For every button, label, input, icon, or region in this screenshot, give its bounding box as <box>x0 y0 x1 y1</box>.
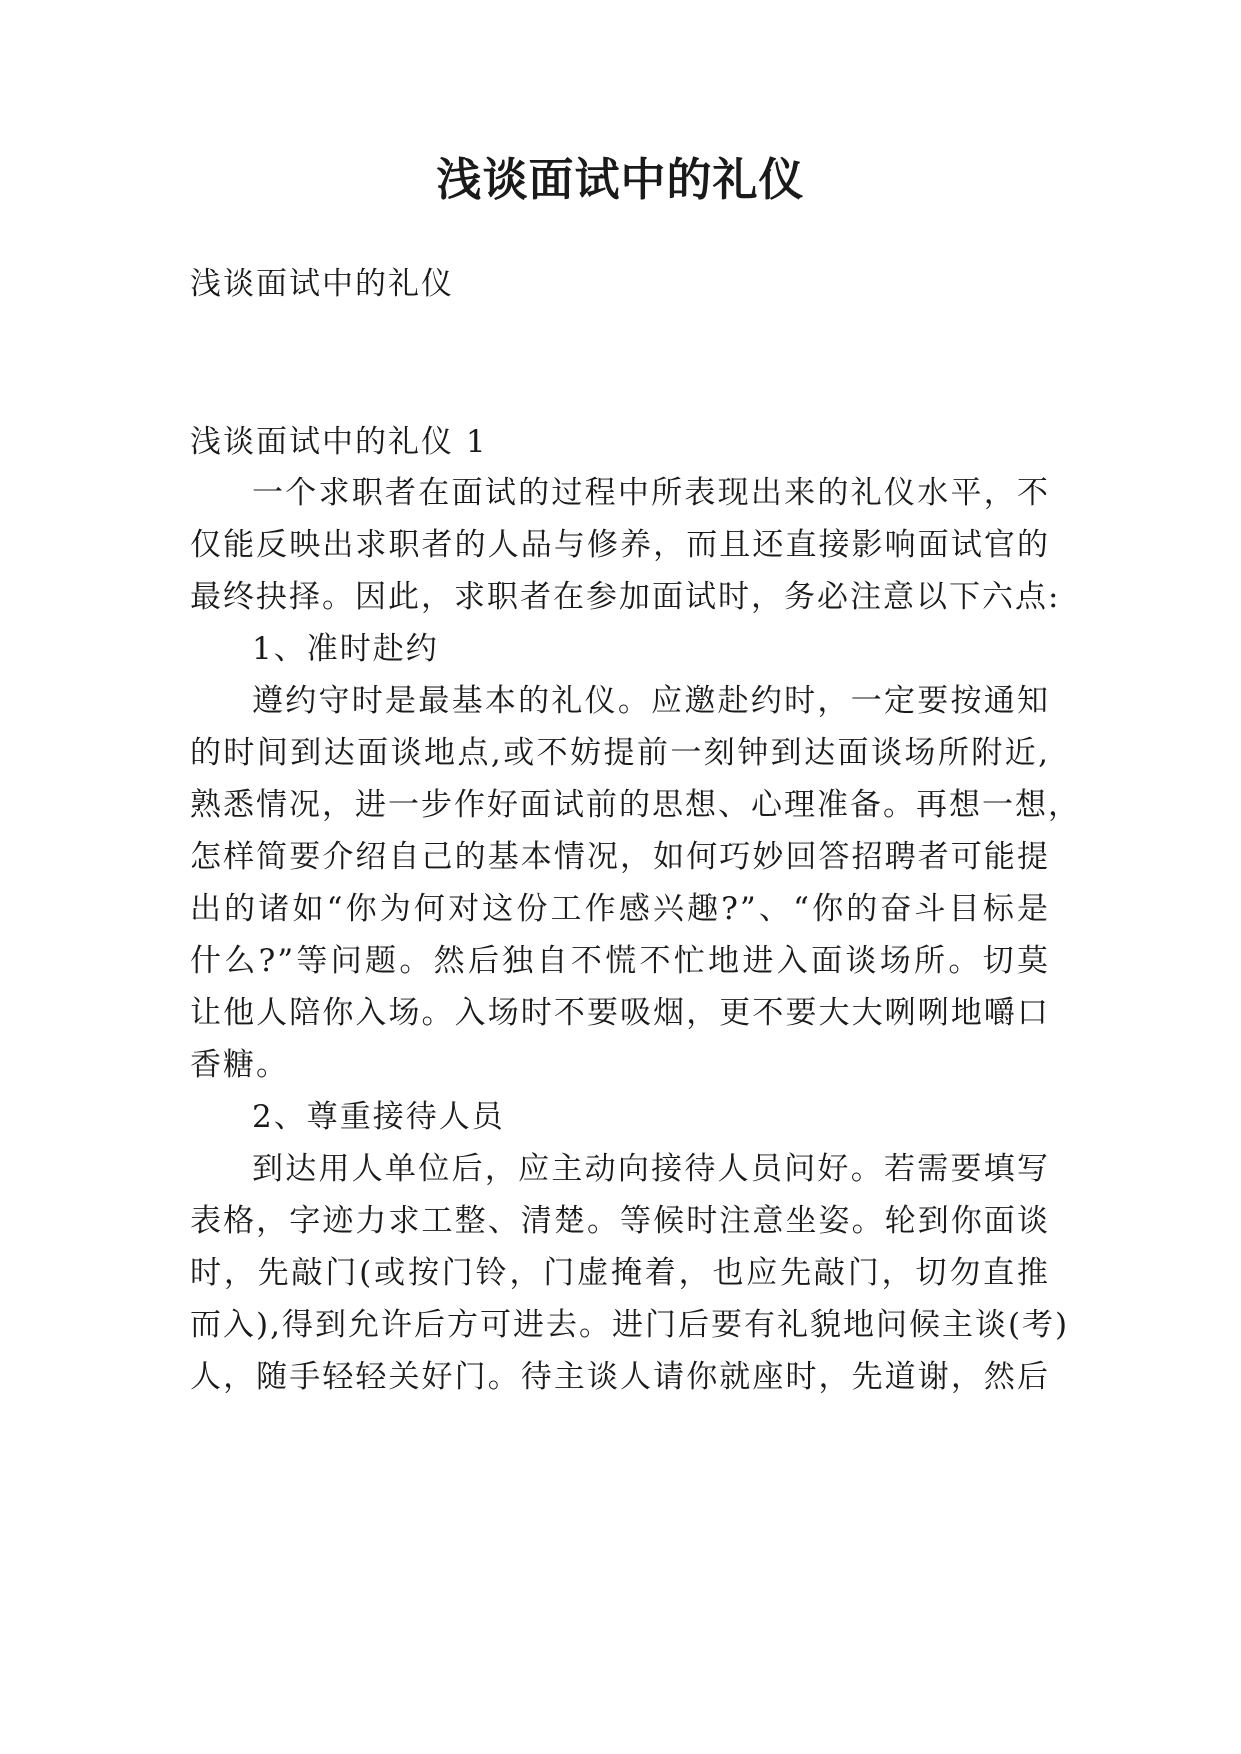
paragraph-line: 香糖。 <box>190 1047 289 1083</box>
document-title: 浅谈面试中的礼仪 <box>436 153 805 206</box>
paragraph-line: 出的诸如“你为何对这份工作感兴趣?”、“你的奋斗目标是 <box>190 891 1050 927</box>
paragraph-line: 最终抉择。因此，求职者在参加面试时，务必注意以下六点: <box>190 579 1061 615</box>
paragraph-line: 仅能反映出求职者的人品与修养，而且还直接影响面试官的 <box>190 527 1050 563</box>
paragraph-line: 什么?”等问题。然后独自不慌不忙地进入面谈场所。切莫 <box>190 943 1050 979</box>
paragraph-line: 表格，字迹力求工整、清楚。等候时注意坐姿。轮到你面谈 <box>190 1203 1050 1239</box>
paragraph-line: 到达用人单位后，应主动向接待人员问好。若需要填写 <box>252 1151 1050 1187</box>
section-heading: 浅谈面试中的礼仪 1 <box>190 424 488 460</box>
paragraph-line: 人，随手轻轻关好门。待主谈人请你就座时，先道谢，然后 <box>190 1359 1050 1395</box>
list-heading: 2、尊重接待人员 <box>252 1099 505 1135</box>
paragraph-line: 而入),得到允许后方可进去。进门后要有礼貌地问候主谈(考) <box>190 1307 1070 1343</box>
paragraph-line: 熟悉情况，进一步作好面试前的思想、心理准备。再想一想， <box>190 787 1081 823</box>
paragraph-line: 的时间到达面谈地点,或不妨提前一刻钟到达面谈场所附近, <box>190 735 1050 771</box>
paragraph-line: 遵约守时是最基本的礼仪。应邀赴约时，一定要按通知 <box>252 683 1050 719</box>
paragraph-line: 让他人陪你入场。入场时不要吸烟，更不要大大咧咧地嚼口 <box>190 995 1050 1031</box>
paragraph-line: 时，先敲门(或按门铃，门虚掩着，也应先敲门，切勿直推 <box>190 1255 1050 1291</box>
paragraph-line: 一个求职者在面试的过程中所表现出来的礼仪水平，不 <box>252 475 1050 511</box>
paragraph-line: 怎样简要介绍自己的基本情况，如何巧妙回答招聘者可能提 <box>190 839 1050 875</box>
list-heading: 1、准时赴约 <box>252 631 439 667</box>
document-subtitle: 浅谈面试中的礼仪 <box>190 266 454 302</box>
